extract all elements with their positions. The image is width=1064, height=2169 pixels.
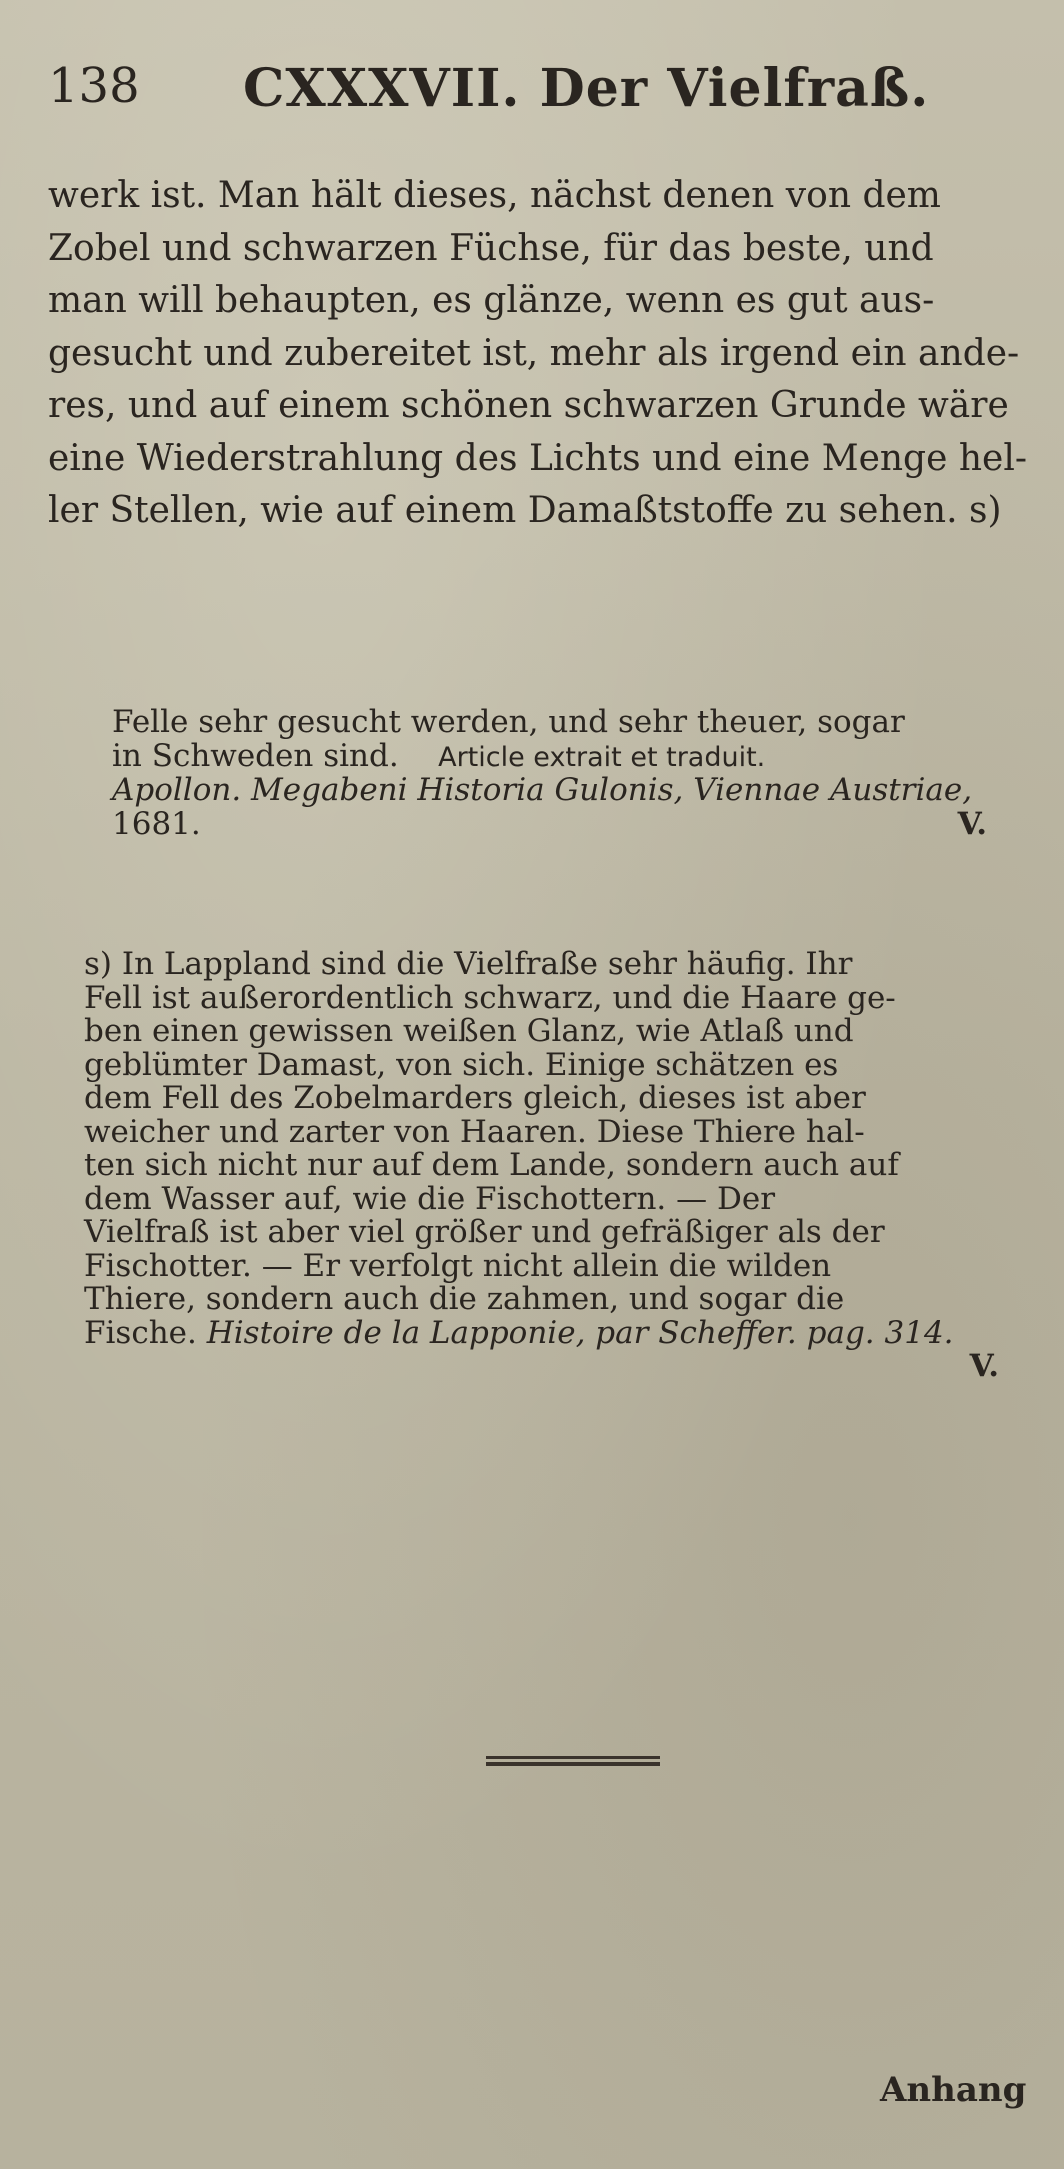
footnote-line: dem Wasser auf, wie die Fischottern. — Der (84, 1180, 776, 1217)
text-line: eine Wiederstrahlung des Lichts und eine Menge hel- (48, 437, 1028, 479)
footnote-signature: V. (957, 805, 987, 842)
text-line: res, und auf einem schönen schwarzen Grunde wäre (48, 385, 1009, 426)
catchword: Anhang (880, 2070, 1027, 2110)
footnote-signature: V. (969, 1348, 999, 1384)
footnote-line: Vielfraß ist aber viel größer und gefräßiger als der (84, 1214, 885, 1250)
chapter-title: CXXXVII. Der Vielfraß. (243, 58, 930, 119)
footnote-text-french: Article extrait et traduit. (438, 741, 766, 773)
footnote-reference: Histoire de la Lapponie, par Scheffer. pag. 314. (206, 1314, 954, 1351)
footnote-text-german: Fische. (84, 1314, 197, 1351)
footnote-line: Fell ist außerordentlich schwarz, und die Haare ge- (84, 979, 896, 1016)
footnote-continued (112, 706, 1027, 841)
section-divider (486, 1756, 660, 1766)
footnote-line: Felle sehr gesucht werden, und sehr theuer, sogar (112, 704, 905, 740)
footnote-line: geblümter Damast, von sich. Einige schätzen es (84, 1046, 839, 1083)
footnote-line: ten sich nicht nur auf dem Lande, sondern auch auf (84, 1147, 899, 1183)
footnote-line (112, 805, 1027, 842)
footnote-line: Fischotter. — Er verfolgt nicht allein die wilden (84, 1247, 832, 1284)
footnote-line: ben einen gewissen weißen Glanz, wie Atlaß und (84, 1013, 854, 1049)
footnote-line (112, 737, 1027, 775)
page-number: 138 (48, 58, 140, 114)
footnote-reference: Apollon. Megabeni Historia Gulonis, Viennae Austriae, (112, 772, 973, 808)
text-line: werk ist. Man hält dieses, nächst denen von dem (48, 175, 941, 216)
text-line: gesucht und zubereitet ist, mehr als irgend ein ande- (48, 332, 1020, 374)
main-text (48, 170, 1038, 538)
page-header (48, 58, 1048, 128)
footnote-s (84, 948, 1039, 1384)
footnote-year: 1681. (112, 805, 201, 842)
text-line: Zobel und schwarzen Füchse, für das beste, und (48, 227, 934, 269)
footnote-line: weicher und zarter von Haaren. Diese Thiere hal- (84, 1113, 865, 1150)
text-line: man will behaupten, es glänze, wenn es gut aus- (48, 280, 935, 321)
footnote-line: dem Fell des Zobelmarders gleich, dieses ist aber (84, 1080, 866, 1116)
footnote-text-german: in Schweden sind. (112, 737, 399, 774)
text-line: ler Stellen, wie auf einem Damaßtstoffe zu sehen. s) (48, 490, 1002, 531)
footnote-line: s) In Lappland sind die Vielfraße sehr häufig. Ihr (84, 946, 853, 982)
footnote-line (84, 1314, 1039, 1351)
footnote-line: Thiere, sondern auch die zahmen, und sogar die (84, 1281, 845, 1317)
